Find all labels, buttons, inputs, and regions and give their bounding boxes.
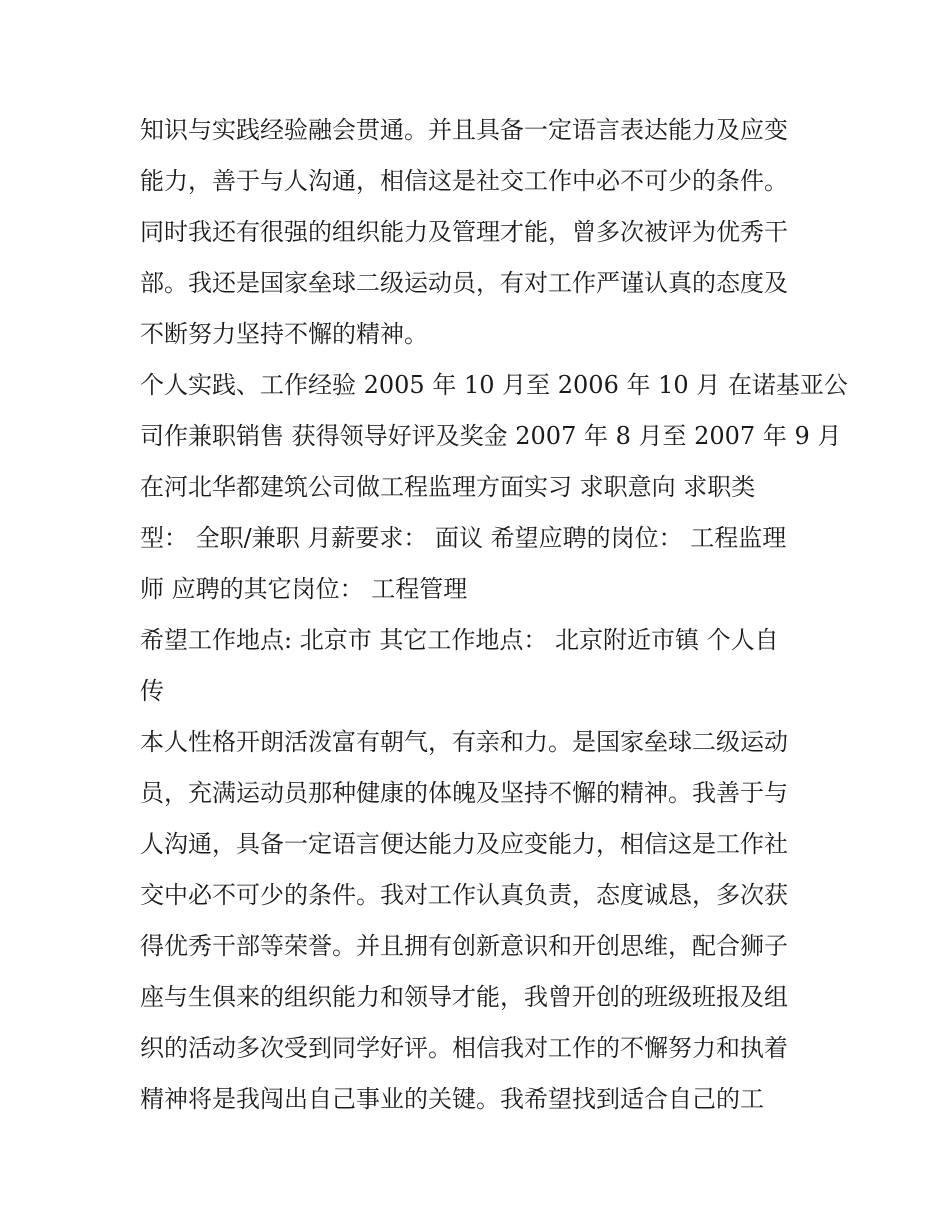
text-line: 能力，善于与人沟通，相信这是社交工作中必不可少的条件。 <box>140 167 788 195</box>
text-line: 交中必不可少的条件。我对工作认真负责，态度诚恳，多次获 <box>140 881 788 909</box>
text-line: 司作兼职销售 获得领导好评及奖金 2007 年 8 月至 2007 年 9 月 <box>140 422 842 450</box>
text-line: 得优秀干部等荣誉。并且拥有创新意识和开创思维，配合狮子 <box>140 932 788 960</box>
text-line: 人沟通，具备一定语言便达能力及应变能力，相信这是工作社 <box>140 830 788 858</box>
text-line: 精神将是我闯出自己事业的关键。我希望找到适合自己的工 <box>140 1085 764 1113</box>
text-line: 型： 全职/兼职 月薪要求： 面议 希望应聘的岗位： 工程监理 <box>140 524 787 552</box>
text-line: 不断努力坚持不懈的精神。 <box>140 320 428 348</box>
document-page <box>140 108 848 1128</box>
text-line: 座与生俱来的组织能力和领导才能，我曾开创的班级班报及组 <box>140 983 788 1011</box>
text-line: 知识与实践经验融会贯通。并且具备一定语言表达能力及应变 <box>140 116 788 144</box>
text-line: 个人实践、工作经验 2005 年 10 月至 2006 年 10 月 在诺基亚公 <box>140 371 848 399</box>
text-line: 部。我还是国家垒球二级运动员，有对工作严谨认真的态度及 <box>140 269 788 297</box>
text-line: 师 应聘的其它岗位： 工程管理 <box>140 575 468 603</box>
text-line: 同时我还有很强的组织能力及管理才能，曾多次被评为优秀干 <box>140 218 788 246</box>
text-line: 员，充满运动员那种健康的体魄及坚持不懈的精神。我善于与 <box>140 779 788 807</box>
text-line: 在河北华都建筑公司做工程监理方面实习 求职意向 求职类 <box>140 473 756 501</box>
text-line: 本人性格开朗活泼富有朝气，有亲和力。是国家垒球二级运动 <box>140 728 788 756</box>
text-line: 传 <box>140 677 164 705</box>
text-line: 希望工作地点: 北京市 其它工作地点： 北京附近市镇 个人自 <box>140 626 779 654</box>
text-line: 织的活动多次受到同学好评。相信我对工作的不懈努力和执着 <box>140 1034 788 1062</box>
